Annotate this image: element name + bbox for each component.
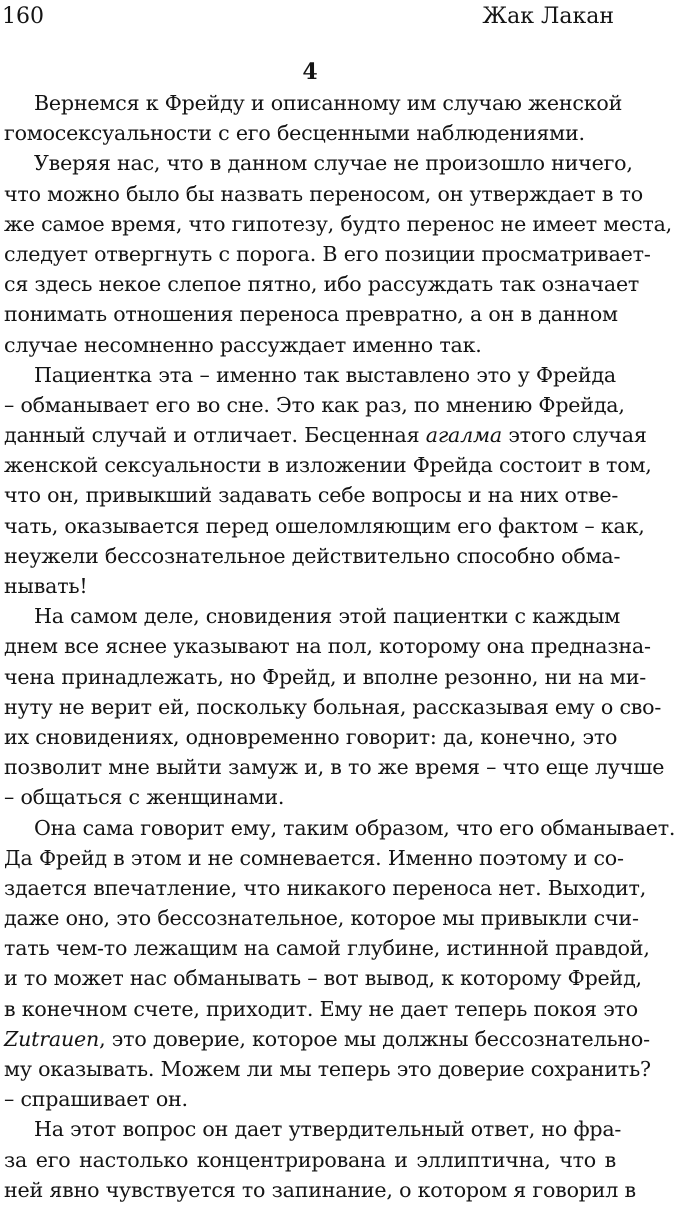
text-line: [4, 1054, 651, 1084]
text-segment: Да Фрейд в этом и не сомневается. Именно поэтому и со-: [4, 845, 624, 870]
text-segment: что можно было бы назвать переносом, он утверждает в то: [4, 181, 643, 206]
text-segment: здается впечатление, что никакого переноса нет. Выходит,: [4, 875, 647, 900]
text-segment: му оказывать. Можем ли мы теперь это доверие сохранить?: [4, 1057, 651, 1081]
text-line: [4, 450, 652, 480]
text-segment: же самое время, что гипотезу, будто перенос не имеет места,: [4, 211, 673, 236]
text-segment: понимать отношения переноса превратно, а он в данном: [4, 302, 618, 327]
text-line: [4, 511, 645, 541]
text-line: [4, 390, 625, 420]
italic-term: агалма: [425, 423, 502, 448]
text-segment: следует отвергнуть с порога. В его позиции просматривает-: [4, 241, 651, 266]
text-line: [4, 1145, 616, 1175]
text-segment: На этот вопрос он дает утвердительный ответ, но фра-: [34, 1117, 622, 1142]
text-segment: ней явно чувствуется то запинание, о котором я говорил в: [4, 1177, 636, 1202]
text-segment: ся здесь некое слепое пятно, ибо рассуждать так означает: [4, 272, 640, 297]
text-segment: их сновидениях, одновременно говорит: да, конечно, это: [4, 724, 618, 749]
text-segment: за его настолько концентрирована и эллиптична, что в: [4, 1147, 616, 1172]
text-segment: Уверяя нас, что в данном случае не произошло ничего,: [34, 151, 633, 176]
text-line: [4, 88, 623, 118]
text-line: [4, 813, 675, 843]
text-line: [4, 239, 651, 269]
text-line: [4, 662, 647, 692]
text-segment: нуту не верит ей, поскольку больная, рассказывая ему о сво-: [4, 694, 662, 719]
text-line: [4, 330, 616, 360]
text-segment: данный случай и отличает. Бесценная: [4, 423, 426, 448]
text-line: [4, 299, 616, 329]
text-segment: в конечном счете, приходит. Ему не дает теперь покоя это: [4, 996, 638, 1021]
text-line: [4, 420, 647, 450]
page-number: 160: [2, 4, 44, 29]
text-line: [4, 752, 665, 782]
text-line: [4, 782, 616, 812]
running-title: Жак Лакан: [482, 4, 614, 29]
italic-term: Zutrauen: [4, 1026, 100, 1051]
text-line: [4, 1084, 616, 1114]
section-number: 4: [302, 59, 318, 85]
text-line: [4, 903, 639, 933]
text-segment: случае несомненно рассуждает именно так.: [4, 332, 482, 357]
text-line: [4, 571, 616, 601]
text-segment: тать чем-то лежащим на самой глубине, истинной правдой,: [4, 936, 650, 961]
text-line: [4, 1114, 622, 1144]
text-line: [4, 873, 647, 903]
text-segment: гомосексуальности с его бесценными наблюдениями.: [4, 121, 585, 146]
text-segment: – обманывает его во сне. Это как раз, по мнению Фрейда,: [4, 392, 625, 417]
text-segment: женской сексуальности в изложении Фрейда состоит в том,: [4, 453, 652, 478]
text-segment: – общаться с женщинами.: [4, 785, 285, 810]
text-segment: этого случая: [502, 423, 647, 448]
text-line: [4, 541, 621, 571]
text-line: [4, 480, 619, 510]
text-line: [4, 722, 616, 752]
text-line: [4, 148, 633, 178]
page-header: [2, 2, 614, 32]
text-segment: чать, оказывается перед ошеломляющим его фактом – как,: [4, 513, 645, 538]
text-line: [4, 1024, 650, 1054]
text-line: [4, 631, 651, 661]
text-line: [4, 601, 621, 631]
text-segment: На самом деле, сновидения этой пациентки с каждым: [34, 604, 621, 629]
text-segment: Пациентка эта – именно так выставлено это у Фрейда: [34, 362, 616, 387]
text-line: [4, 963, 642, 993]
text-segment: чена принадлежать, но Фрейд, и вполне резонно, ни на ми-: [4, 664, 647, 689]
text-line: [4, 994, 638, 1024]
text-segment: что он, привыкший задавать себе вопросы и на них отве-: [4, 483, 619, 508]
text-line: [4, 118, 616, 148]
text-segment: Вернемся к Фрейду и описанному им случаю женской: [34, 91, 623, 115]
text-line: [4, 269, 640, 299]
text-segment: Она сама говорит ему, таким образом, что его обманывает.: [34, 815, 675, 840]
text-segment: даже оно, это бессознательное, которое мы привыкли счи-: [4, 906, 639, 931]
text-segment: неужели бессознательное действительно способно обма-: [4, 543, 621, 568]
text-segment: – спрашивает он.: [4, 1087, 188, 1112]
text-segment: нывать!: [4, 574, 88, 598]
text-segment: позволит мне выйти замуж и, в то же время – что еще лучше: [4, 755, 665, 780]
text-segment: , это доверие, которое мы должны бессознательно-: [99, 1026, 650, 1051]
text-line: [4, 209, 673, 239]
text-line: [4, 179, 643, 209]
text-segment: днем все яснее указывают на пол, которому она предназна-: [4, 634, 651, 659]
text-line: [4, 360, 616, 390]
text-line: [4, 843, 624, 873]
text-line: [4, 1175, 636, 1205]
text-line: [4, 692, 662, 722]
text-line: [4, 933, 650, 963]
text-segment: и то может нас обманывать – вот вывод, к которому Фрейд,: [4, 966, 642, 991]
body-text: [4, 88, 675, 1205]
